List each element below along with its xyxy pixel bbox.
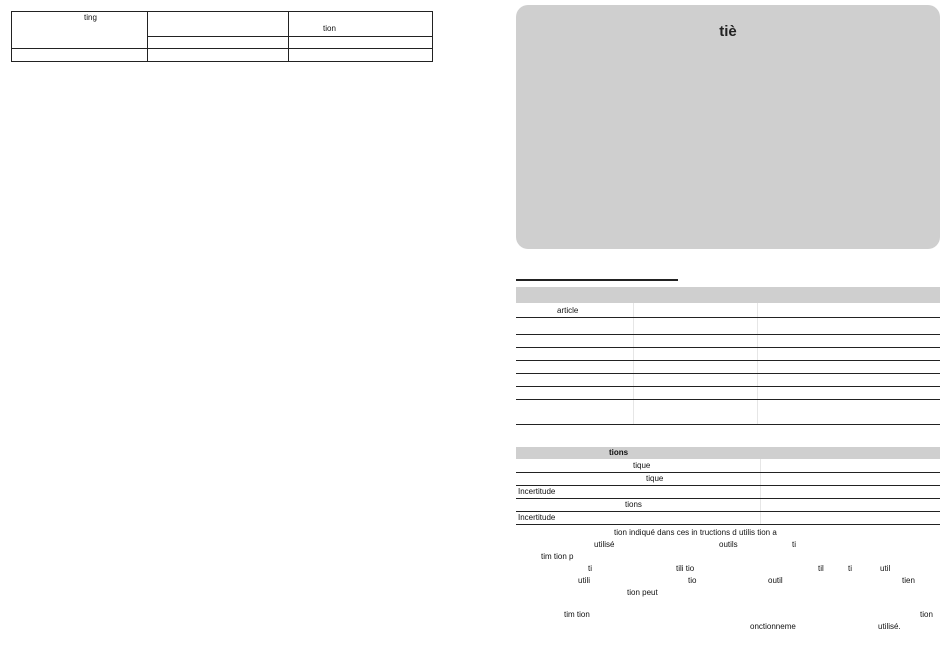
panel-title: tiè bbox=[719, 23, 737, 40]
paragraph-fragment: outils bbox=[719, 540, 738, 549]
paragraph-fragment: outil bbox=[768, 576, 783, 585]
spec-table-2-row: Incertitude bbox=[518, 513, 556, 522]
paragraph-fragment: onctionneme bbox=[750, 622, 796, 631]
paragraph-fragment: tio bbox=[688, 576, 697, 585]
spec-table-1-line bbox=[516, 334, 940, 335]
spec-table-2-line bbox=[516, 524, 940, 525]
spec-table-1-line bbox=[516, 347, 940, 348]
paragraph-fragment: tim tion bbox=[564, 610, 590, 619]
spec-table-2-row: Incertitude bbox=[518, 487, 556, 496]
spec-table-2-line bbox=[516, 511, 940, 512]
spec-table-1-line bbox=[516, 317, 940, 318]
spec-table-2-header-label: tions bbox=[609, 448, 629, 457]
spec-table-2-line bbox=[516, 498, 940, 499]
spec-table-1-line bbox=[516, 373, 940, 374]
paragraph-fragment: til bbox=[818, 564, 824, 573]
spec-table-1-row1-label: article bbox=[557, 306, 579, 315]
left-table-hline-sub bbox=[147, 36, 433, 37]
info-panel bbox=[516, 5, 940, 249]
spec-table-1-line bbox=[516, 424, 940, 425]
paragraph-fragment: tili tio bbox=[676, 564, 695, 573]
paragraph-fragment: ti bbox=[848, 564, 852, 573]
spec-table-2-header bbox=[516, 447, 940, 459]
spec-table-1-line bbox=[516, 386, 940, 387]
spec-table-2-row: tique bbox=[646, 474, 664, 483]
paragraph-fragment: tim tion p bbox=[541, 552, 574, 561]
spec-table-2-line bbox=[516, 472, 940, 473]
paragraph-fragment: utili bbox=[578, 576, 591, 585]
paragraph-fragment: utilisé bbox=[594, 540, 615, 549]
spec-table-2-row: tions bbox=[625, 500, 642, 509]
paragraph-fragment: utilisé. bbox=[878, 622, 901, 631]
spec-table-1-line bbox=[516, 360, 940, 361]
paragraph-fragment: util bbox=[880, 564, 891, 573]
paragraph-fragment: tion bbox=[920, 610, 933, 619]
left-table-header-col1: ting bbox=[84, 13, 97, 22]
paragraph-fragment: ti bbox=[792, 540, 796, 549]
paragraph-fragment: ti bbox=[588, 564, 592, 573]
spec-table-2-line bbox=[516, 485, 940, 486]
paragraph-fragment: tien bbox=[902, 576, 915, 585]
spec-table-1-line bbox=[516, 399, 940, 400]
section-rule bbox=[516, 279, 678, 281]
left-table-header-col3: tion bbox=[323, 24, 336, 33]
spec-table-2-row: tique bbox=[633, 461, 651, 470]
spec-table-2-vsep bbox=[760, 459, 761, 524]
left-table-hline-main bbox=[11, 48, 433, 49]
paragraph-fragment: tion indiqué dans ces in tructions d utilis tion a bbox=[614, 528, 777, 537]
paragraph-fragment: tion peut bbox=[627, 588, 658, 597]
spec-table-1-vsep-2 bbox=[757, 303, 758, 425]
spec-table-1-vsep-1 bbox=[633, 303, 634, 425]
spec-table-1-header bbox=[516, 287, 940, 303]
